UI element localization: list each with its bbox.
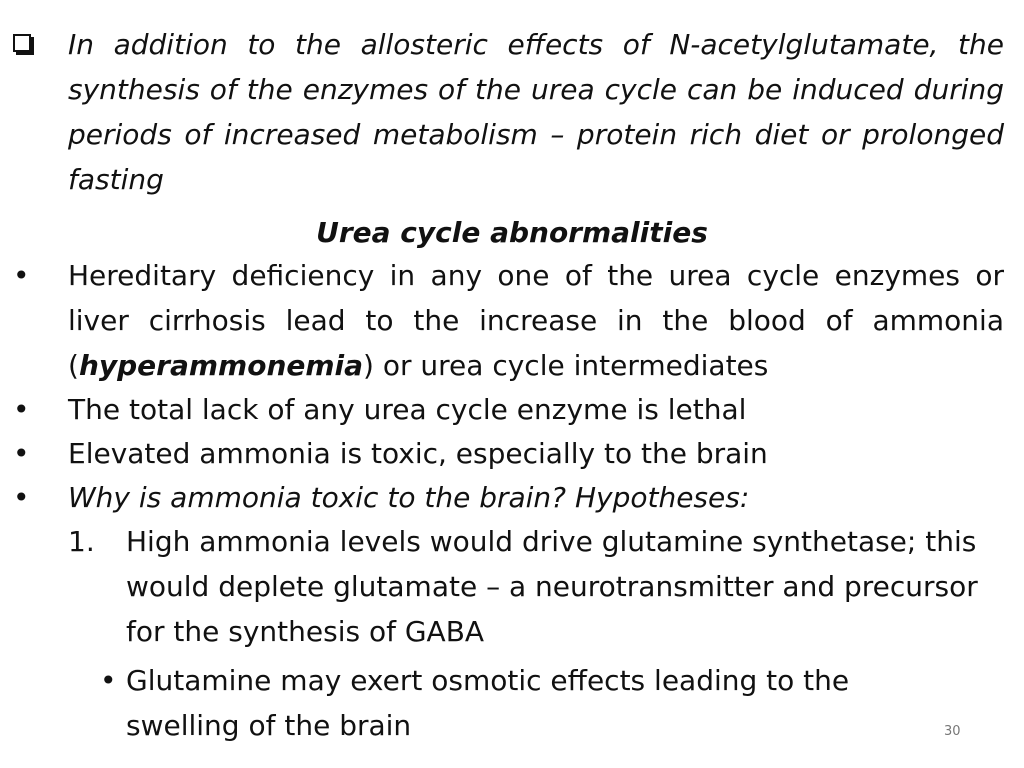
hypothesis-number: 1. xyxy=(68,525,95,558)
hyperammonemia-term: hyperammonemia xyxy=(78,349,364,382)
section-heading: Urea cycle abnormalities xyxy=(316,216,708,249)
sub-bullet-icon: • xyxy=(100,664,117,697)
checkbox-icon xyxy=(13,34,31,52)
bullet-text-part: Hereditary deficiency in any one of the urea cycle enzymes or liver cirrhosis lead to the increase in the blood of ammonia ( xyxy=(68,259,1004,382)
bullet-text-part: ) or urea cycle intermediates xyxy=(363,349,769,382)
bullet-why-toxic-question: Why is ammonia toxic to the brain? Hypotheses: xyxy=(68,481,750,514)
bullet-icon: • xyxy=(13,259,30,292)
hypothesis-1-text: High ammonia levels would drive glutamine synthetase; this would deplete glutamate – a neurotransmitter and precursor for the synthesis of GABA xyxy=(126,525,978,648)
bullet-elevated-ammonia: Elevated ammonia is toxic, especially to the brain xyxy=(68,437,768,470)
bullet-icon: • xyxy=(13,393,30,426)
sub-bullet-osmotic-effects: Glutamine may exert osmotic effects leading to the swelling of the brain xyxy=(126,664,850,742)
bullet-total-lack: The total lack of any urea cycle enzyme is lethal xyxy=(68,393,747,426)
page-number: 30 xyxy=(944,724,961,739)
bullet-icon: • xyxy=(13,481,30,514)
bullet-icon: • xyxy=(13,437,30,470)
intro-paragraph: In addition to the allosteric effects of N-acetylglutamate, the synthesis of the enzymes of the urea cycle can be induced during periods of increased metabolism – protein rich diet or prolonged fasting xyxy=(68,28,1004,196)
bullet-hereditary-deficiency xyxy=(68,253,1004,388)
